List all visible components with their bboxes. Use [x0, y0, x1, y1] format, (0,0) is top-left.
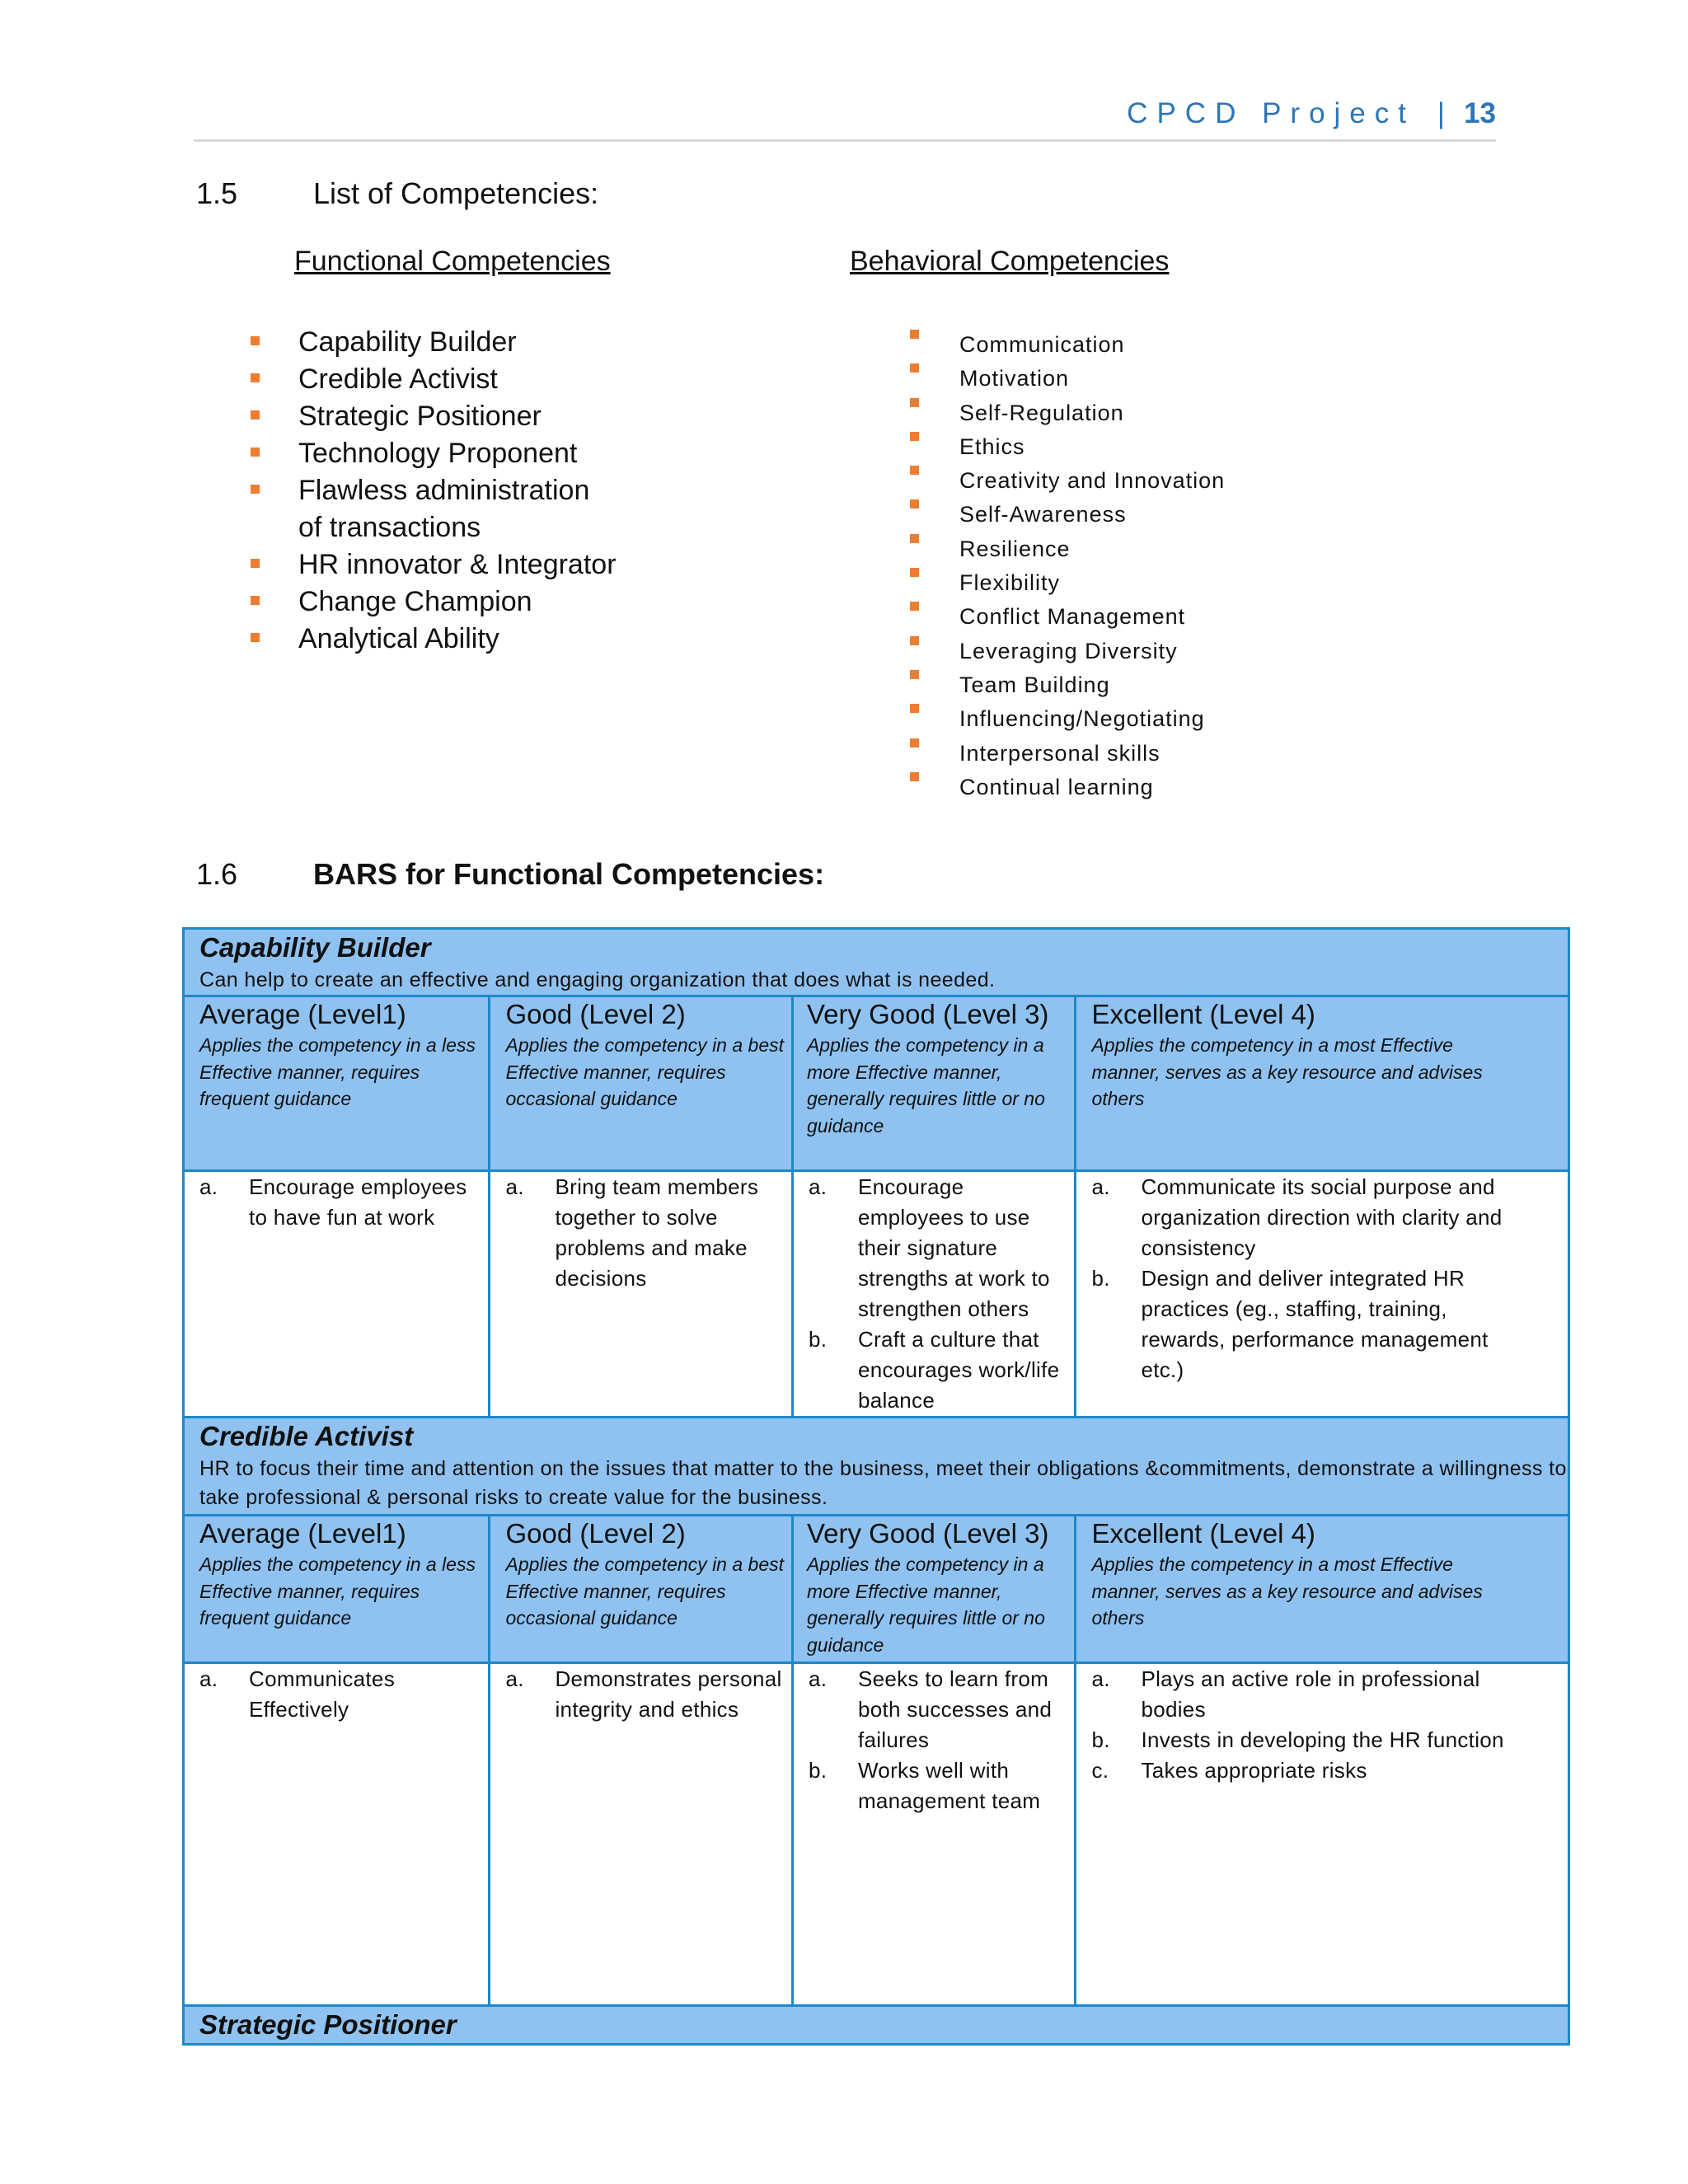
square-bullet-icon	[910, 363, 919, 373]
square-bullet-icon	[251, 336, 260, 345]
list-item: Interpersonal skills	[907, 737, 1225, 771]
behavioral-heading: Behavioral Competencies	[850, 246, 1170, 277]
behavior-item: a. Demonstrates personal integrity and ethics	[505, 1666, 782, 1722]
section-title: BARS for Functional Competencies:	[313, 857, 825, 891]
level-cell	[490, 996, 792, 1171]
behavior-item: b. Invests in developing the HR function	[1091, 1727, 1504, 1752]
square-bullet-icon	[251, 410, 260, 419]
behavior-cell	[1076, 1171, 1569, 1418]
behavior-item: b. Craft a culture that encourages work/life balance	[808, 1327, 1060, 1413]
section-number: 1.6	[196, 857, 238, 891]
behavior-cell	[184, 1663, 490, 2006]
behavior-item: a. Plays an active role in professional bodies	[1091, 1666, 1480, 1722]
square-bullet-icon	[251, 448, 260, 457]
square-bullet-icon	[910, 704, 919, 713]
level-cell	[1076, 996, 1569, 1171]
behavior-item: a. Encourage employees to use their signature strengths at work to strengthen others	[808, 1174, 1050, 1321]
list-item: Motivation	[907, 362, 1225, 396]
list-item: Resilience	[907, 532, 1225, 566]
square-bullet-icon	[251, 373, 260, 382]
level-title: Excellent (Level 4)	[1091, 1518, 1315, 1549]
behavior-item: b. Design and deliver integrated HR practices (eg., staffing, training, rewards, performance management etc.)	[1091, 1266, 1489, 1382]
behavior-cell	[490, 1171, 792, 1418]
level-title: Average (Level1)	[199, 999, 406, 1029]
functional-competency-list	[247, 324, 686, 658]
level-cell	[184, 1516, 490, 1663]
list-item: Capability Builder	[247, 324, 686, 361]
square-bullet-icon	[910, 499, 919, 509]
behavior-item: a. Bring team members together to solve problems and make decisions	[505, 1174, 759, 1291]
square-bullet-icon	[910, 330, 919, 339]
list-item: Creativity and Innovation	[907, 464, 1225, 498]
list-item: Self-Awareness	[907, 498, 1225, 532]
competency-header	[184, 1418, 1569, 1516]
list-item: Flawless administration of transactions	[247, 472, 620, 546]
square-bullet-icon	[910, 398, 919, 407]
list-item: Change Champion	[247, 583, 686, 621]
header-separator: |	[1437, 97, 1445, 129]
level-cell	[490, 1516, 792, 1663]
list-item: Technology Proponent	[247, 435, 686, 472]
list-item: Strategic Positioner	[247, 398, 686, 435]
competency-description: Can help to create an effective and engaging organization that does what is needed.	[199, 968, 996, 991]
level-title: Average (Level1)	[199, 1518, 406, 1549]
competency-name: Credible Activist	[199, 1421, 414, 1451]
square-bullet-icon	[910, 534, 919, 543]
behavior-cell	[1076, 1663, 1569, 2006]
list-item: Analytical Ability	[247, 621, 686, 658]
square-bullet-icon	[251, 633, 260, 642]
behavior-item: c. Takes appropriate risks	[1091, 1758, 1367, 1783]
level-cell	[184, 996, 490, 1171]
square-bullet-icon	[910, 670, 919, 679]
level-cell	[792, 1516, 1076, 1663]
level-description: Applies the competency in a less Effective manner, requires frequent guidance	[199, 1034, 476, 1109]
competency-header	[184, 2006, 1569, 2045]
level-description: Applies the competency in a most Effective manner, serves as a key resource and advises others	[1091, 1554, 1483, 1629]
square-bullet-icon	[251, 559, 260, 568]
behavior-item: a. Seeks to learn from both successes and failures	[808, 1666, 1053, 1752]
level-cell	[1076, 1516, 1569, 1663]
behavior-cell	[184, 1171, 490, 1418]
list-item: Conflict Management	[907, 600, 1225, 634]
list-item: Ethics	[907, 430, 1225, 464]
list-item: Self-Regulation	[907, 396, 1225, 430]
square-bullet-icon	[910, 772, 919, 781]
square-bullet-icon	[910, 636, 919, 645]
document-title: CPCD Project	[1127, 97, 1415, 129]
list-item: Communication	[907, 328, 1225, 362]
level-description: Applies the competency in a more Effective manner, generally requires little or no guidance	[806, 1034, 1045, 1137]
behavior-item: a. Encourage employees to have fun at work	[199, 1174, 467, 1230]
list-item: Leveraging Diversity	[907, 635, 1225, 668]
behavior-item: a. Communicates Effectively	[199, 1666, 395, 1722]
square-bullet-icon	[910, 466, 919, 475]
level-description: Applies the competency in a best Effective manner, requires occasional guidance	[505, 1034, 785, 1109]
behavior-cell	[792, 1663, 1076, 2006]
bars-table	[182, 927, 1570, 2046]
functional-heading: Functional Competencies	[294, 246, 611, 277]
section-title: List of Competencies:	[313, 176, 599, 210]
page-header	[194, 95, 1496, 142]
list-item: Continual learning	[907, 771, 1225, 804]
level-cell	[792, 996, 1076, 1171]
level-title: Excellent (Level 4)	[1091, 999, 1315, 1029]
list-item: Team Building	[907, 668, 1225, 702]
behavior-cell	[490, 1663, 792, 2006]
competency-header	[184, 929, 1569, 996]
behavior-cell	[792, 1171, 1076, 1418]
competency-description: HR to focus their time and attention on the issues that matter to the business, meet their obligations &commitments, demonstrate a willingness to take professional & personal risks to create value for the business.	[199, 1457, 1567, 1509]
level-title: Very Good (Level 3)	[806, 1518, 1049, 1549]
page-number: 13	[1464, 97, 1496, 129]
square-bullet-icon	[910, 432, 919, 441]
section-number: 1.5	[196, 176, 238, 210]
list-item: HR innovator & Integrator	[247, 546, 686, 583]
competency-name: Capability Builder	[199, 932, 431, 963]
square-bullet-icon	[910, 602, 919, 611]
competency-name: Strategic Positioner	[199, 2009, 457, 2040]
square-bullet-icon	[910, 568, 919, 577]
list-item: Influencing/Negotiating	[907, 702, 1225, 736]
square-bullet-icon	[251, 596, 260, 605]
behavior-item: b. Works well with management team	[808, 1758, 1041, 1813]
level-description: Applies the competency in a best Effective manner, requires occasional guidance	[505, 1554, 785, 1629]
behavior-item: a. Communicate its social purpose and organization direction with clarity and consistency	[1091, 1174, 1503, 1260]
level-title: Good (Level 2)	[505, 999, 686, 1029]
list-item: Credible Activist	[247, 361, 686, 398]
square-bullet-icon	[910, 738, 919, 748]
level-title: Very Good (Level 3)	[806, 999, 1049, 1029]
list-item: Flexibility	[907, 566, 1225, 600]
level-title: Good (Level 2)	[505, 1518, 686, 1549]
level-description: Applies the competency in a less Effective manner, requires frequent guidance	[199, 1554, 476, 1629]
square-bullet-icon	[251, 485, 260, 494]
level-description: Applies the competency in a most Effective manner, serves as a key resource and advises others	[1091, 1034, 1483, 1109]
behavioral-competency-list	[907, 328, 1225, 804]
level-description: Applies the competency in a more Effective manner, generally requires little or no guidance	[806, 1554, 1045, 1656]
